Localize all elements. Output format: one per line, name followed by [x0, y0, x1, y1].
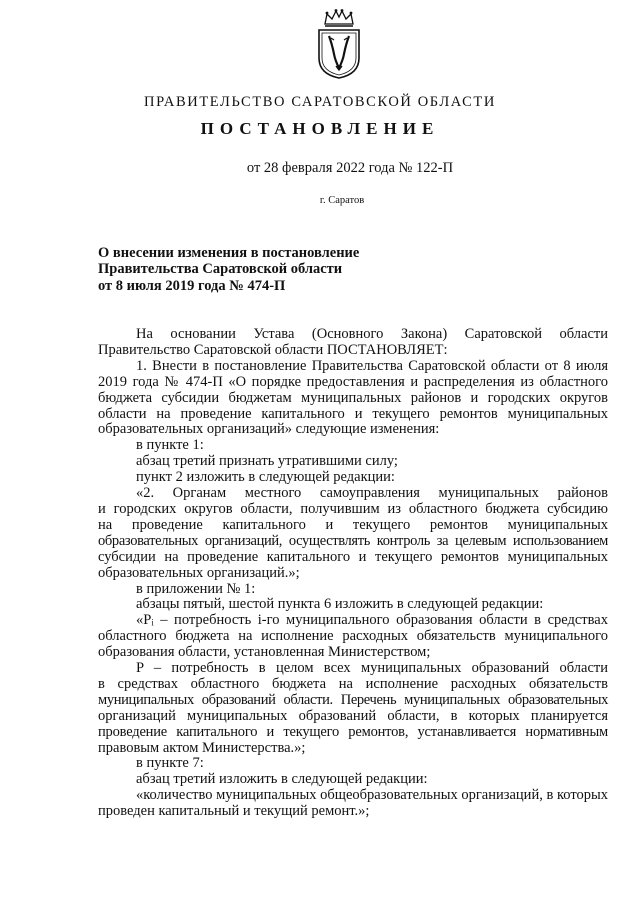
body-line: «2. Органам местного самоуправления муниципальных районов	[136, 485, 608, 502]
body-line: P – потребность в целом всех муниципальных образований области	[136, 660, 608, 677]
body-line: в средствах областного бюджета на исполнение расходных обязательств	[98, 675, 608, 692]
document-date-number: от 28 февраля 2022 года № 122-П	[246, 160, 454, 176]
body-line: пункт 2 изложить в следующей редакции:	[136, 469, 395, 486]
body-line: Правительство Саратовской области ПОСТАНОВЛЯЕТ:	[98, 341, 448, 358]
body-line: проведен капитальный и текущий ремонт.»;	[98, 803, 370, 820]
body-line: образования области, установленная Министерством;	[98, 644, 431, 661]
body-line: области на проведение капитального и текущего ремонтов муниципальных	[98, 405, 608, 422]
body-line: бюджета субсидии бюджетам муниципальных районов и городских округов	[98, 389, 608, 406]
coat-of-arms-emblem	[312, 8, 366, 80]
body-line: в приложении № 1:	[136, 580, 256, 597]
body-line: в пункте 1:	[136, 437, 204, 454]
document-city: г. Саратов	[319, 195, 365, 206]
body-line: образовательных организаций.»;	[98, 564, 300, 581]
document-type-title: ПОСТАНОВЛЕНИЕ	[200, 119, 440, 138]
body-line: 2019 года № 474-П «О порядке предоставления и распределения из областного	[98, 373, 608, 390]
subject-line: от 8 июля 2019 года № 474-П	[98, 277, 286, 294]
document-body	[98, 327, 608, 820]
body-line: областного бюджета на исполнение расходных обязательств муниципального	[98, 628, 608, 645]
body-line: 1. Внести в постановление Правительства Саратовской области от 8 июля	[136, 357, 608, 374]
body-line: проведение капитального и текущего ремонтов, устанавливается нормативным	[98, 723, 608, 740]
body-line: абзац третий изложить в следующей редакции:	[136, 771, 428, 788]
body-line: «количество муниципальных общеобразовательных организаций, в которых	[136, 787, 608, 804]
subject-line: О внесении изменения в постановление	[98, 245, 360, 261]
body-line: образовательных организаций» следующие изменения:	[98, 421, 440, 438]
body-line: на проведение капитального и текущего ремонтов муниципальных	[98, 516, 608, 533]
body-line: субсидии на проведение капитального и текущего ремонтов муниципальных	[98, 548, 608, 565]
body-line: муниципальных образований области. Перечень муниципальных образовательных	[98, 691, 608, 708]
body-line: в пункте 7:	[136, 755, 204, 772]
body-line: и городских округов области, получившим из областного бюджета субсидию	[98, 500, 608, 517]
body-line: На основании Устава (Основного Закона) Саратовской области	[136, 326, 608, 342]
subject-line: Правительства Саратовской области	[98, 261, 343, 278]
body-line: образовательных организаций, осуществлять контроль за целевым использованием	[98, 532, 608, 549]
body-line: абзацы пятый, шестой пункта 6 изложить в следующей редакции:	[136, 596, 544, 613]
government-name: ПРАВИТЕЛЬСТВО САРАТОВСКОЙ ОБЛАСТИ	[144, 94, 496, 110]
body-line: «Pᵢ – потребность i-го муниципального образования области в средствах	[136, 612, 608, 629]
document-subject	[98, 245, 498, 294]
body-line: абзац третий признать утратившими силу;	[136, 453, 398, 470]
body-line: правовым актом Министерства.»;	[98, 739, 306, 756]
body-line: организаций муниципальных образований области, в которых планируется	[98, 707, 608, 724]
